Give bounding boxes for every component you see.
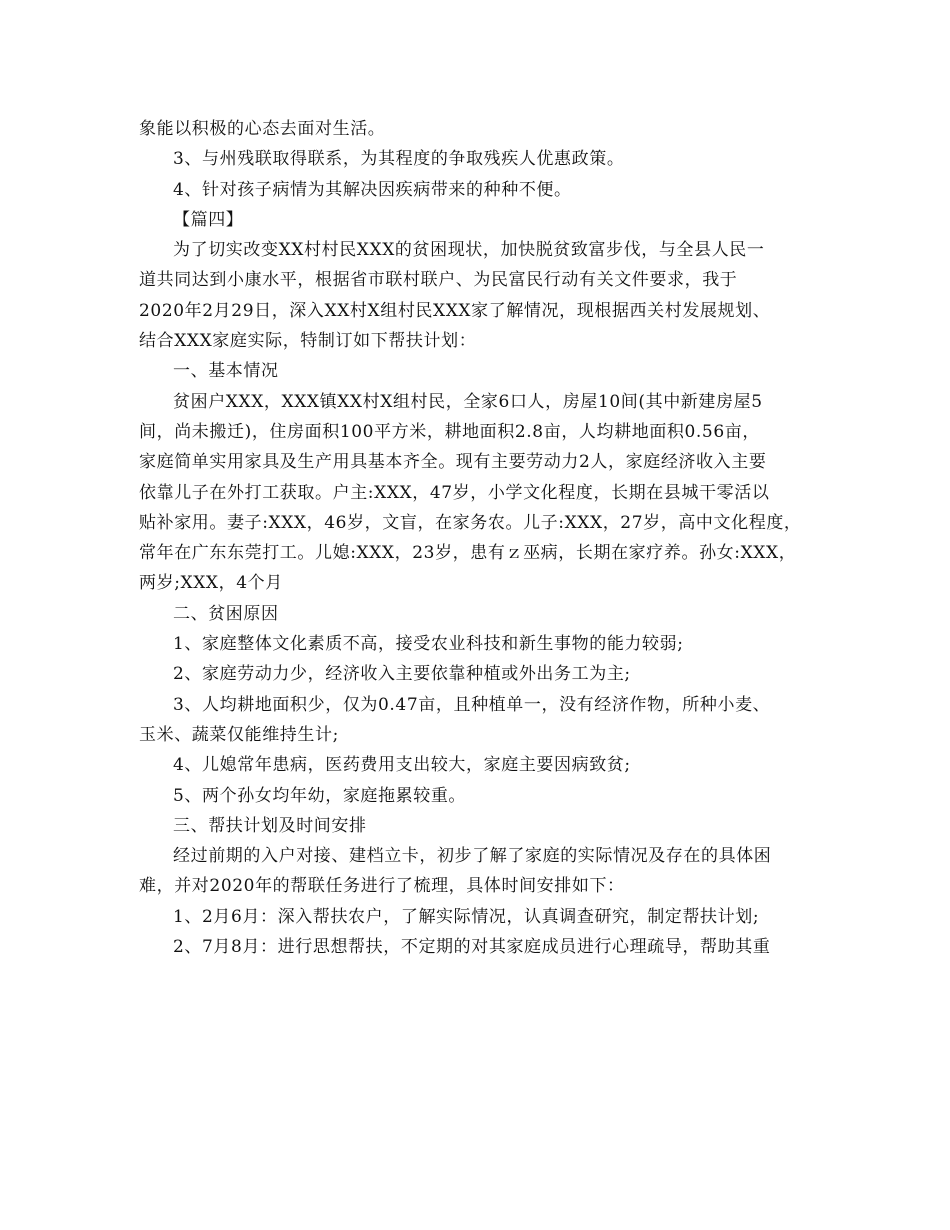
text-line: 3、人均耕地面积少，仅为0.47亩，且种植单一，没有经济作物，所种小麦、 — [173, 694, 771, 715]
text-line: 结合XXX家庭实际，特制订如下帮扶计划： — [139, 331, 477, 352]
text-line: 贴补家用。妻子:XXX，46岁，文盲，在家务农。儿子:XXX，27岁，高中文化程度， — [139, 512, 802, 533]
text-line: 家庭简单实用家具及生产用具基本齐全。现有主要劳动力2人，家庭经济收入主要 — [139, 452, 767, 473]
section-heading: 一、基本情况 — [173, 361, 279, 382]
section-heading: 二、贫困原因 — [173, 603, 279, 624]
text-line: 2020年2月29日，深入XX村X组村民XXX家了解情况，现根据西关村发展规划、 — [139, 300, 771, 321]
text-line: 为了切实改变XX村村民XXX的贫困现状，加快脱贫致富步伐，与全县人民一 — [173, 240, 765, 261]
text-line: 象能以积极的心态去面对生活。 — [139, 119, 386, 139]
section-heading: 三、帮扶计划及时间安排 — [173, 815, 367, 836]
text-line: 依靠儿子在外打工获取。户主:XXX，47岁，小学文化程度，长期在县城干零活以 — [139, 482, 770, 503]
text-line: 1、2月6月：深入帮扶农户，了解实际情况，认真调查研究，制定帮扶计划; — [173, 906, 760, 927]
text-line: 3、与州残联取得联系，为其程度的争取残疾人优惠政策。 — [173, 149, 625, 170]
text-line: 经过前期的入户对接、建档立卡，初步了解了家庭的实际情况及存在的具体困 — [173, 846, 772, 867]
text-line: 4、针对孩子病情为其解决因疾病带来的种种不便。 — [173, 179, 572, 200]
document-page — [139, 114, 829, 962]
text-line: 玉米、蔬菜仅能维持生计; — [139, 724, 339, 745]
text-line: 难，并对2020年的帮联任务进行了梳理，具体时间安排如下： — [139, 876, 625, 897]
text-line: 间，尚未搬迁)，住房面积100平方米，耕地面积2.8亩，人均耕地面积0.56亩， — [139, 421, 760, 442]
text-line: 两岁;XXX，4个月 — [139, 573, 283, 594]
text-line: 贫困户XXX，XXX镇XX村X组村民，全家6口人，房屋10间(其中新建房屋5 — [173, 391, 763, 412]
text-line: 常年在广东东莞打工。儿媳:XXX，23岁，患有ｚ巫病，长期在家疗养。孙女:XXX， — [139, 543, 797, 564]
text-line: 4、儿媳常年患病，医药费用支出较大，家庭主要因病致贫; — [173, 755, 631, 776]
section-heading: 【篇四】 — [173, 209, 244, 230]
text-line: 道共同达到小康水平，根据省市联村联户、为民富民行动有关文件要求，我于 — [139, 270, 738, 291]
text-line: 2、7月8月：进行思想帮扶，不定期的对其家庭成员进行心理疏导，帮助其重 — [173, 937, 771, 958]
text-line: 2、家庭劳动力少，经济收入主要依靠种植或外出务工为主; — [173, 664, 631, 685]
text-line: 5、两个孙女均年幼，家庭拖累较重。 — [173, 785, 467, 806]
text-line: 1、家庭整体文化素质不高，接受农业科技和新生事物的能力较弱; — [173, 634, 684, 655]
